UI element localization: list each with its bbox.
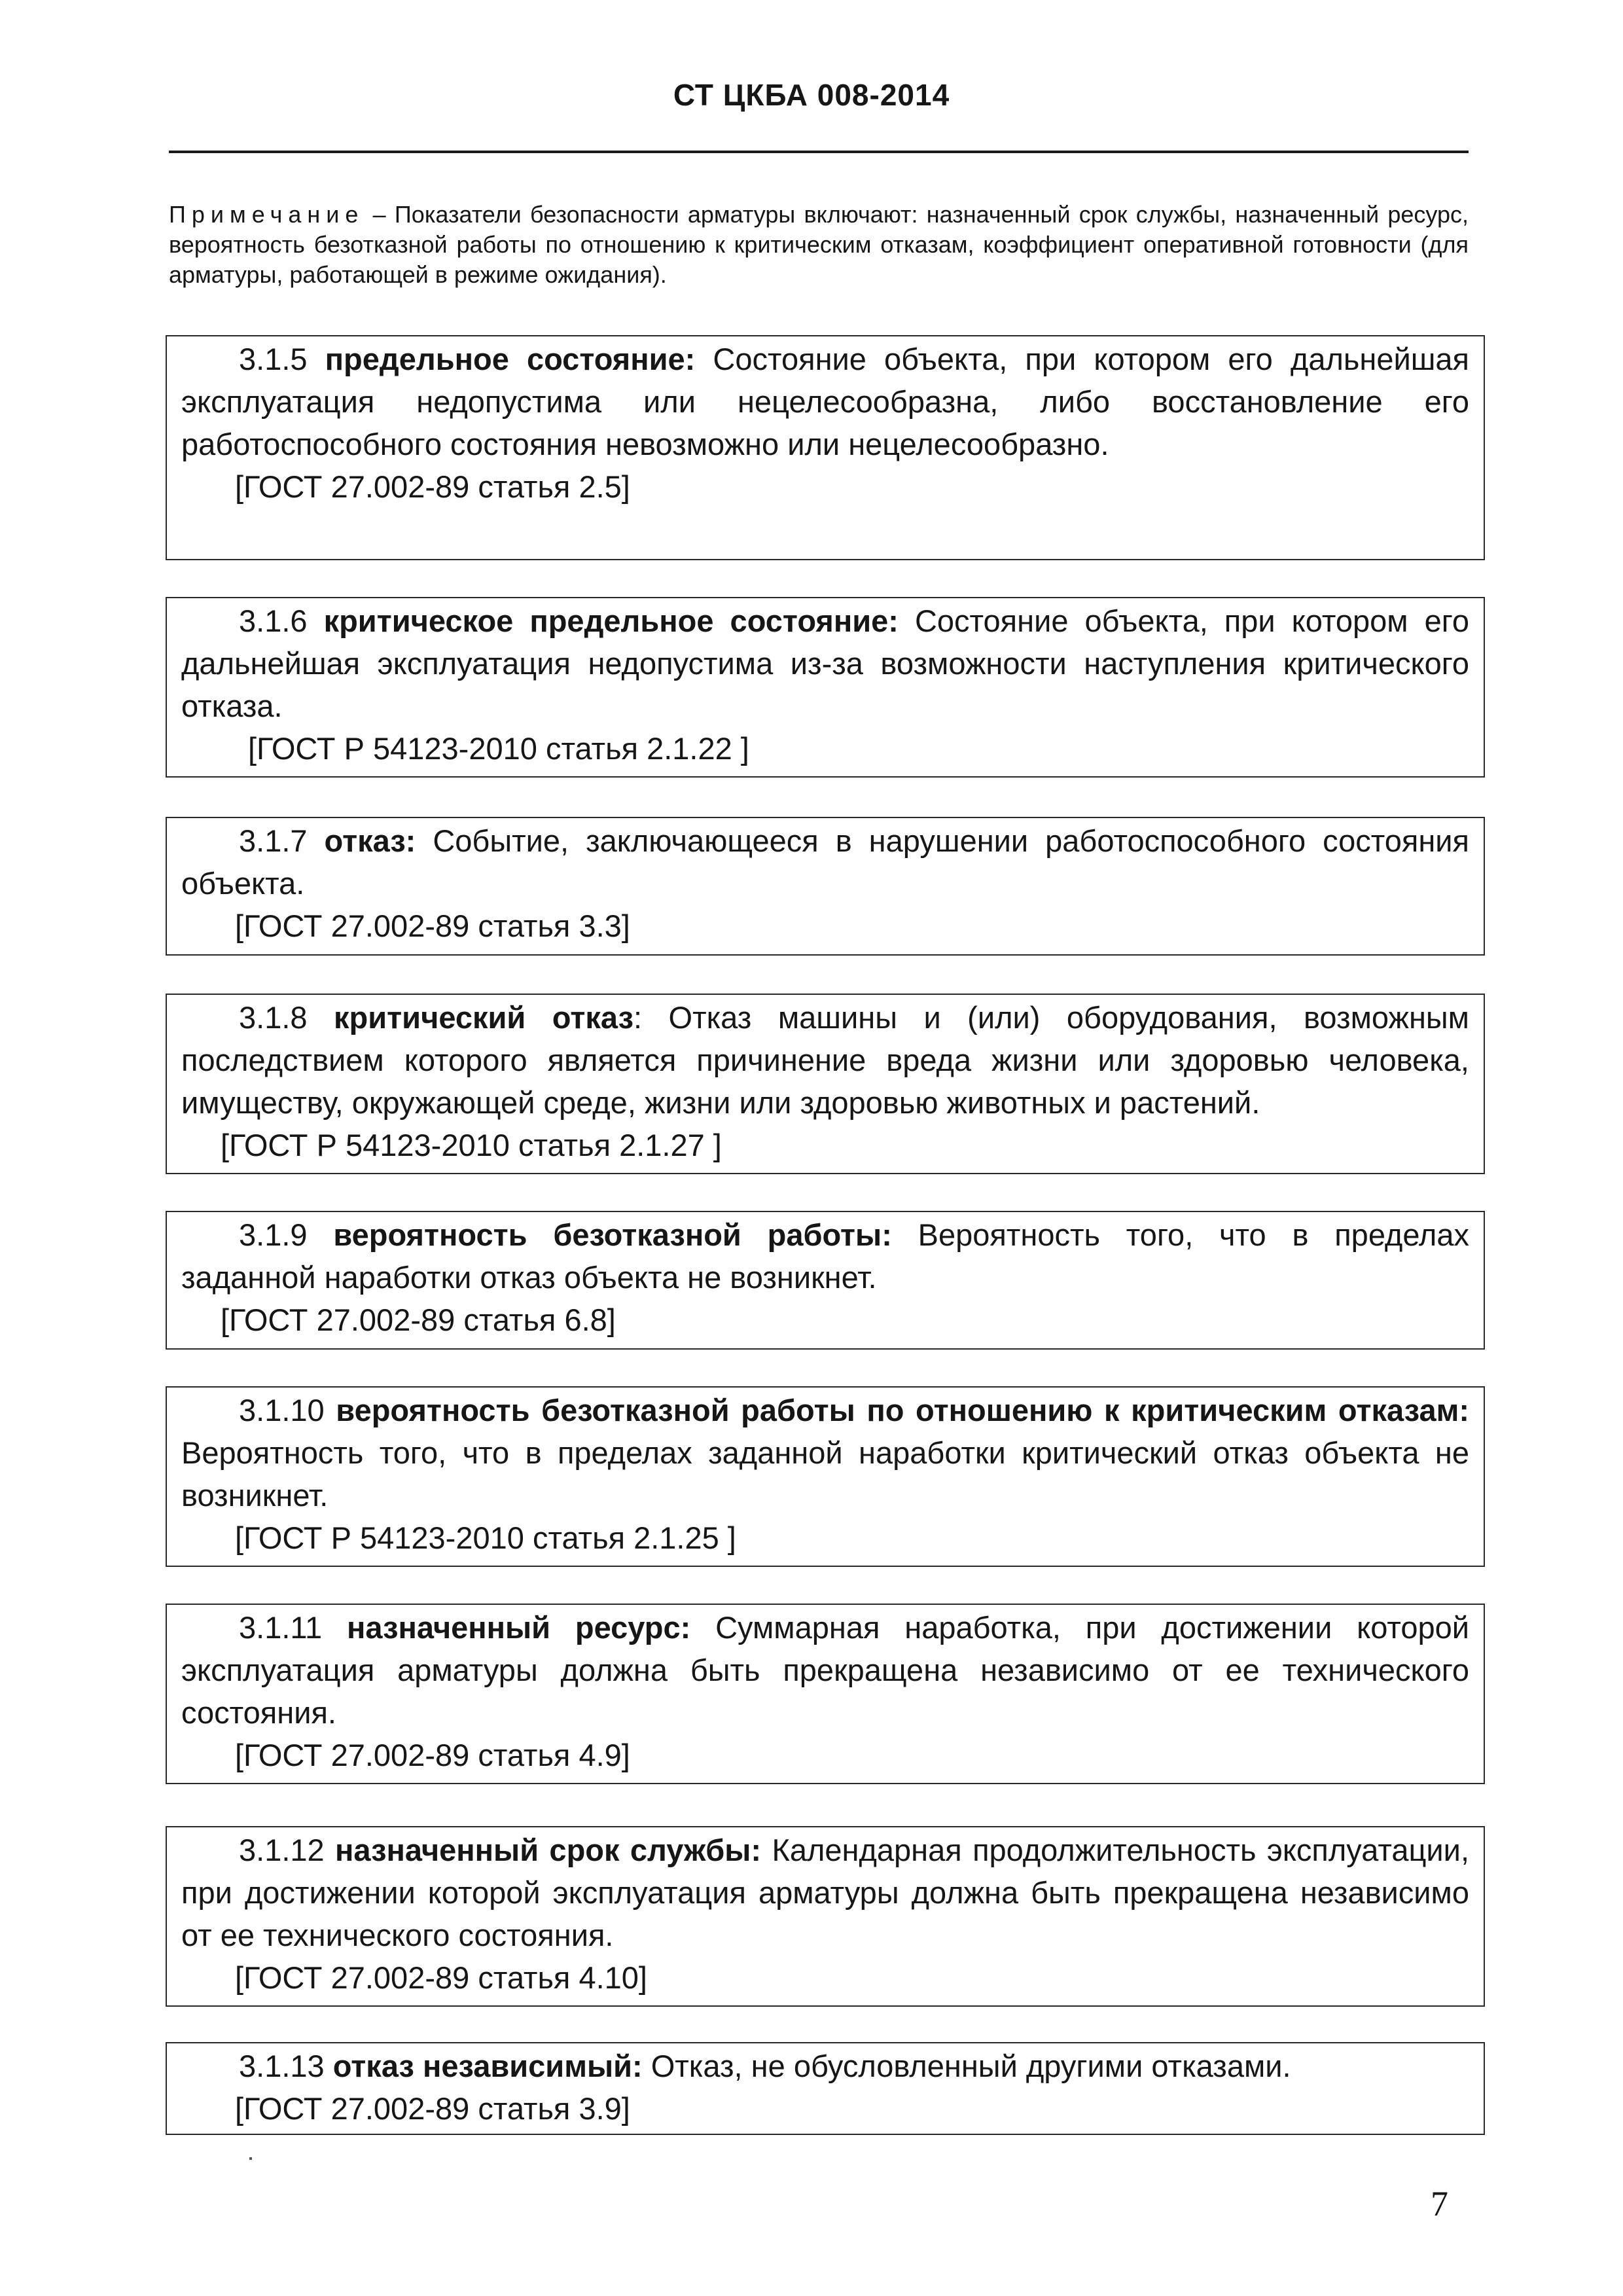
term-source: [ГОСТ 27.002-89 статья 3.3] bbox=[235, 908, 630, 943]
term-number: 3.1.13 bbox=[239, 2049, 325, 2083]
scan-speck bbox=[249, 2157, 252, 2160]
term-name: вероятность безотказной работы: bbox=[333, 1217, 892, 1252]
term-text: Суммарная наработка, при достижении которой эксплуатация арматуры должна быть прекращена независимо от ее технического состояния. bbox=[181, 1610, 1469, 1730]
term-source: [ГОСТ Р 54123-2010 статья 2.1.25 ] bbox=[235, 1520, 736, 1555]
term-definition bbox=[181, 338, 1469, 465]
term-number: 3.1.10 bbox=[239, 1393, 325, 1427]
term-box-3-1-6 bbox=[166, 597, 1485, 778]
term-source: [ГОСТ 27.002-89 статья 4.10] bbox=[235, 1960, 647, 1995]
term-number: 3.1.12 bbox=[239, 1833, 325, 1867]
note-label: Примечание bbox=[169, 201, 365, 228]
term-name: отказ: bbox=[324, 823, 416, 858]
term-source: [ГОСТ Р 54123-2010 статья 2.1.22 ] bbox=[248, 731, 749, 766]
term-definition bbox=[181, 1829, 1469, 1956]
term-source: [ГОСТ 27.002-89 статья 4.9] bbox=[235, 1738, 630, 1772]
term-definition bbox=[181, 1213, 1469, 1299]
term-name: назначенный срок службы: bbox=[335, 1833, 762, 1867]
term-source: [ГОСТ 27.002-89 статья 6.8] bbox=[221, 1302, 616, 1337]
page-number: 7 bbox=[1431, 2184, 1448, 2223]
term-box-3-1-5 bbox=[166, 335, 1485, 560]
term-name: вероятность безотказной работы по отношению к критическим отказам: bbox=[336, 1393, 1469, 1427]
note-text: – Показатели безопасности арматуры включают: назначенный срок службы, назначенный ресурс, вероятность безотказной работы по отношению к критическим отказам, коэффициент оперативной готовности (для арматуры, работающей в режиме ожидания). bbox=[169, 201, 1469, 288]
term-definition bbox=[181, 1606, 1469, 1734]
term-number: 3.1.6 bbox=[239, 603, 308, 638]
term-text: Состояние объекта, при котором его дальнейшая эксплуатация недопустима из-за возможности наступления критического отказа. bbox=[181, 603, 1469, 723]
term-definition bbox=[181, 600, 1469, 727]
note-paragraph bbox=[169, 200, 1469, 290]
page-header-title: СТ ЦКБА 008-2014 bbox=[673, 78, 950, 112]
term-number: 3.1.7 bbox=[239, 823, 308, 858]
term-number: 3.1.5 bbox=[239, 342, 308, 376]
term-number: 3.1.9 bbox=[239, 1217, 308, 1252]
term-name: критический отказ bbox=[334, 1000, 633, 1035]
term-box-3-1-11 bbox=[166, 1604, 1485, 1784]
term-number: 3.1.11 bbox=[239, 1610, 323, 1645]
term-box-3-1-12 bbox=[166, 1826, 1485, 2007]
term-box-3-1-13 bbox=[166, 2042, 1485, 2135]
term-text: : Отказ машины и (или) оборудования, возможным последствием которого является причинение вреда жизни или здоровью человека, имуществу, окружающей среде, жизни или здоровью животных и растений. bbox=[181, 1000, 1469, 1120]
term-box-3-1-9 bbox=[166, 1211, 1485, 1350]
term-number: 3.1.8 bbox=[239, 1000, 308, 1035]
term-definition bbox=[181, 2045, 1469, 2087]
term-name: отказ независимый: bbox=[332, 2049, 643, 2083]
term-text: Вероятность того, что в пределах заданной наработки отказ объекта не возникнет. bbox=[181, 1217, 1469, 1295]
term-text: Событие, заключающееся в нарушении работоспособного состояния объекта. bbox=[181, 823, 1470, 901]
term-definition bbox=[181, 819, 1469, 905]
term-source: [ГОСТ 27.002-89 статья 2.5] bbox=[235, 469, 630, 504]
term-text: Состояние объекта, при котором его дальнейшая эксплуатация недопустима или нецелесообразна, либо восстановление его работоспособного состояния невозможно или нецелесообразно. bbox=[181, 342, 1470, 461]
term-box-3-1-7 bbox=[166, 817, 1485, 956]
term-name: предельное состояние: bbox=[325, 342, 696, 376]
term-definition bbox=[181, 996, 1469, 1124]
term-text: Календарная продолжительность эксплуатации, при достижении которой эксплуатация арматуры должна быть прекращена независимо от ее технического состояния. bbox=[181, 1833, 1469, 1952]
term-name: критическое предельное состояние: bbox=[323, 603, 899, 638]
term-source: [ГОСТ Р 54123-2010 статья 2.1.27 ] bbox=[221, 1128, 722, 1162]
term-name: назначенный ресурс: bbox=[347, 1610, 691, 1645]
header-divider bbox=[169, 151, 1469, 153]
term-text: Вероятность того, что в пределах заданной наработки критический отказ объекта не возникнет. bbox=[181, 1435, 1469, 1513]
term-definition bbox=[181, 1389, 1469, 1516]
term-text: Отказ, не обусловленный другими отказами. bbox=[651, 2049, 1291, 2083]
term-box-3-1-10 bbox=[166, 1386, 1485, 1567]
term-source: [ГОСТ 27.002-89 статья 3.9] bbox=[235, 2091, 630, 2126]
term-box-3-1-8 bbox=[166, 994, 1485, 1174]
